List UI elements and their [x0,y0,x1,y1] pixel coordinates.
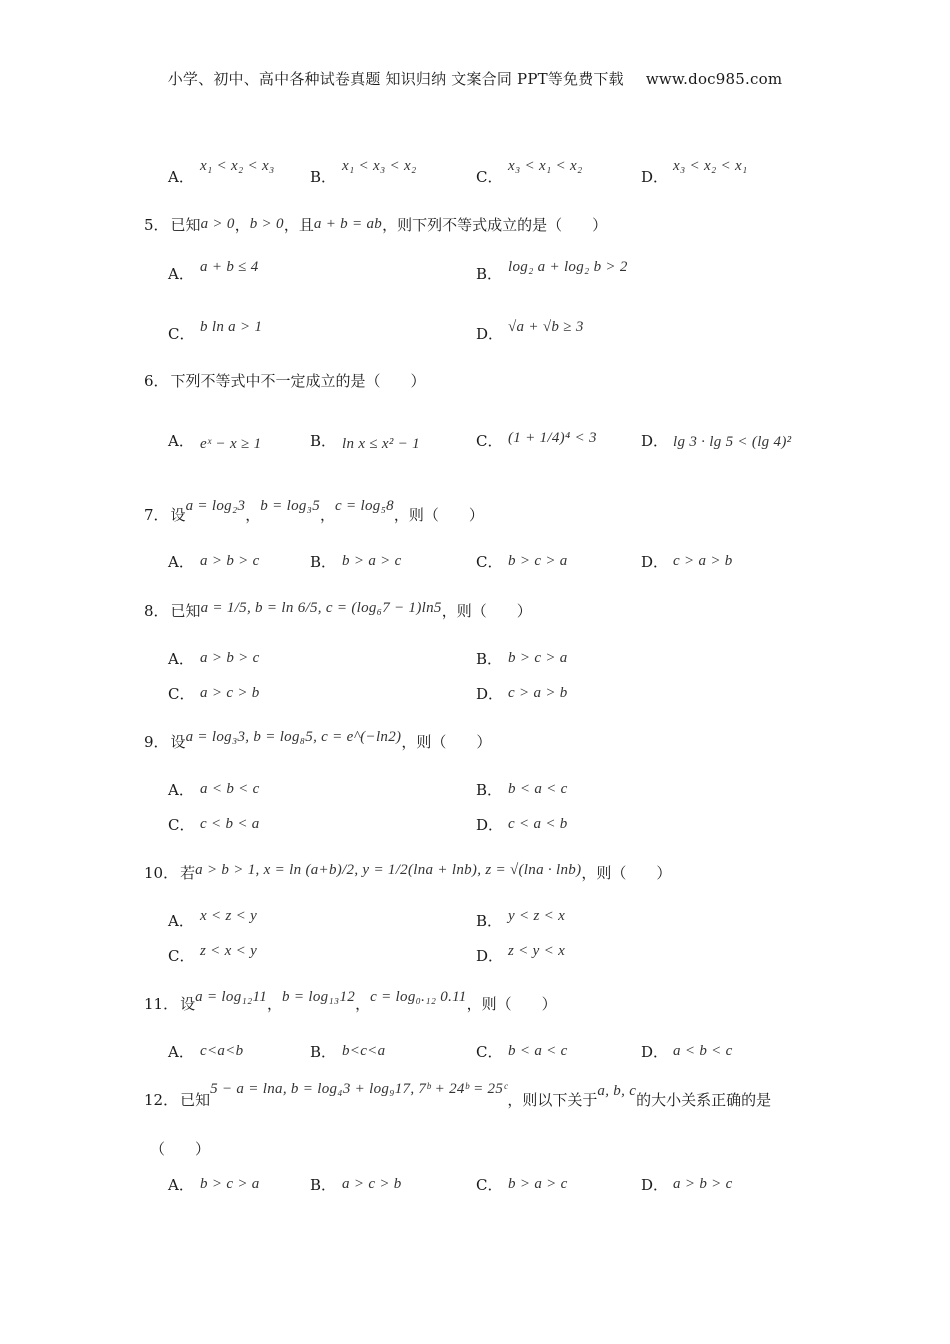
q9-stem: 9． 设a = log₃3, b = log₈5, c = e^(−ln2)，则（ ） [144,729,492,751]
q9-option-d[interactable]: D． c < a < b [476,816,568,834]
q10-option-b[interactable]: B． y < z < x [476,908,566,930]
q4-option-a[interactable]: A．x₁ < x₂ < x₃ [168,158,275,186]
q10-option-c[interactable]: C． z < x < y [168,943,258,965]
q6-option-d[interactable]: D． lg 3 · lg 5 < (lg 4)² [641,432,792,450]
q4-option-c[interactable]: C．x₃ < x₁ < x₂ [476,158,583,186]
q4-option-b[interactable]: B．x₁ < x₃ < x₂ [310,158,417,186]
q8-option-c[interactable]: C． a > c > b [168,685,260,703]
q6-stem: 6． 下列不等式中不一定成立的是（ ） [144,372,426,390]
q12-stem: 12． 已知5 − a = lna, b = log₄3 + log₉17, 7ᵇ + 24ᵇ = 25ᶜ，则以下关于a, b, c的大小关系正确的是 [144,1081,772,1109]
q8-option-b[interactable]: B． b > c > a [476,650,568,668]
q12-option-b[interactable]: B． a > c > b [310,1176,402,1194]
q7-option-b[interactable]: B． b > a > c [310,553,402,571]
q5-option-d[interactable]: D． √a + √b ≥ 3 [476,319,584,343]
q12-option-c[interactable]: C． b > a > c [476,1176,568,1194]
q11-option-b[interactable]: B． b<c<a [310,1043,386,1061]
q6-option-b[interactable]: B． ln x ≤ x² − 1 [310,432,420,452]
q7-stem: 7． 设a = log₂3，b = log₃5，c = log₅8，则（ ） [144,498,484,524]
q11-option-d[interactable]: D． a < b < c [641,1043,733,1061]
q8-option-a[interactable]: A． a > b > c [168,650,260,668]
q7-option-d[interactable]: D． c > a > b [641,553,733,571]
q12-option-a[interactable]: A． b > c > a [168,1176,260,1194]
q7-option-c[interactable]: C． b > c > a [476,553,568,571]
q10-option-a[interactable]: A． x < z < y [168,908,258,930]
q12-option-d[interactable]: D． a > b > c [641,1176,733,1194]
q5-stem: 5． 已知a > 0，b > 0，且a + b = ab，则下列不等式成立的是（ ） [144,216,608,234]
q5-option-a[interactable]: A． a + b ≤ 4 [168,259,259,283]
page-header [0,68,950,89]
q11-stem: 11． 设a = log₁₂11，b = log₁₃12，c = log₀.₁₂ 0.11，则（ ） [144,989,557,1013]
q10-stem: 10． 若a > b > 1, x = ln (a+b)/2, y = 1/2(lna + lnb), z = √(lna · lnb)，则（ ） [144,862,672,882]
q12-answer-paren: （ ） [150,1140,211,1158]
q5-option-c[interactable]: C． b ln a > 1 [168,319,263,343]
header-text: 小学、初中、高中各种试卷真题 知识归纳 文案合同 PPT等免费下载 [167,70,624,88]
q7-option-a[interactable]: A． a > b > c [168,553,260,571]
q9-option-b[interactable]: B． b < a < c [476,781,568,799]
q6-option-c[interactable]: C． (1 + 1/4)⁴ < 3 [476,430,597,450]
q4-option-d[interactable]: D．x₃ < x₂ < x₁ [641,158,748,186]
header-site-link[interactable]: www.doc985.com [645,70,783,88]
q11-option-c[interactable]: C． b < a < c [476,1043,568,1061]
q5-option-b[interactable]: B． log₂ a + log₂ b > 2 [476,259,628,283]
q11-option-a[interactable]: A． c<a<b [168,1043,244,1061]
q8-option-d[interactable]: D． c > a > b [476,685,568,703]
q9-option-c[interactable]: C． c < b < a [168,816,260,834]
q10-option-d[interactable]: D． z < y < x [476,943,566,965]
q9-option-a[interactable]: A． a < b < c [168,781,260,799]
q8-stem: 8． 已知a = 1/5, b = ln 6/5, c = (log₆7 − 1)ln5，则（ ） [144,600,532,620]
q6-option-a[interactable]: A． eˣ − x ≥ 1 [168,432,262,452]
